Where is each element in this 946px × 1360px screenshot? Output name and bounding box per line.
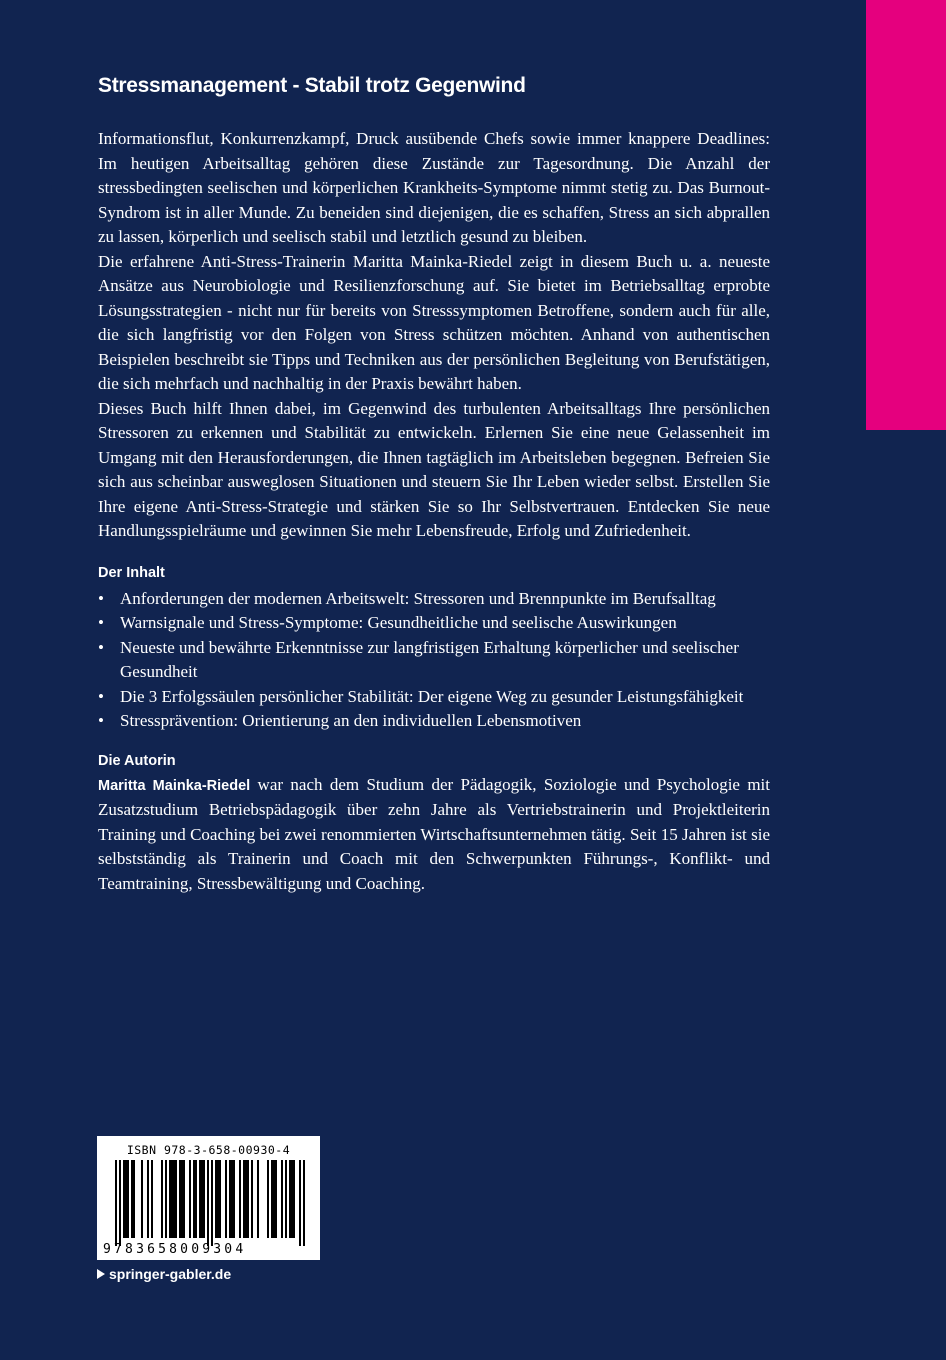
barcode-bar bbox=[199, 1160, 201, 1238]
barcode-bar bbox=[217, 1160, 219, 1238]
arrow-right-icon bbox=[97, 1269, 105, 1279]
barcode-bar bbox=[161, 1160, 163, 1238]
barcode-bar bbox=[125, 1160, 127, 1238]
barcode-bar bbox=[179, 1160, 181, 1238]
barcode-bar bbox=[247, 1160, 249, 1238]
isbn-number: ISBN 978-3-658-00930-4 bbox=[126, 1143, 291, 1157]
barcode-bar bbox=[207, 1160, 209, 1246]
list-item: • Anforderungen der modernen Arbeitswelt: Stressoren und Brennpunkte im Berufsalltag bbox=[98, 587, 770, 612]
magenta-accent-bar bbox=[866, 0, 946, 430]
barcode-bar bbox=[251, 1160, 253, 1238]
barcode-bar bbox=[215, 1160, 217, 1238]
barcode-bar bbox=[141, 1160, 143, 1238]
barcode-bar bbox=[115, 1160, 117, 1246]
list-item: • Stressprävention: Orientierung an den individuellen Lebensmotiven bbox=[98, 709, 770, 734]
barcode-bar bbox=[289, 1160, 291, 1238]
back-cover-content bbox=[98, 74, 770, 896]
book-title: Stressmanagement - Stabil trotz Gegenwind bbox=[98, 74, 526, 97]
inhalt-heading: Der Inhalt bbox=[98, 564, 165, 581]
barcode-bar bbox=[189, 1160, 191, 1238]
barcode-bar bbox=[201, 1160, 203, 1238]
barcode-bar bbox=[203, 1160, 205, 1238]
barcode-bar bbox=[211, 1160, 213, 1246]
barcode-bar bbox=[245, 1160, 247, 1238]
barcode-bar bbox=[281, 1160, 283, 1238]
isbn-barcode bbox=[97, 1136, 320, 1260]
publisher-website[interactable] bbox=[97, 1266, 231, 1282]
barcode-bar bbox=[151, 1160, 153, 1238]
barcode-bar bbox=[173, 1160, 175, 1238]
barcode-bar bbox=[285, 1160, 287, 1238]
barcode-bar bbox=[133, 1160, 135, 1238]
barcode-bar bbox=[219, 1160, 221, 1238]
inhalt-list bbox=[98, 587, 770, 734]
barcode-bar bbox=[233, 1160, 235, 1238]
barcode-bar bbox=[303, 1160, 305, 1246]
author-bio-text: war nach dem Studium der Pädagogik, Soziologie und Psychologie mit Zusatzstudium Betriebspädagogik über zehn Jahre als Vertriebstrainerin und Projektleiterin Training und Coaching bei zwei renommierten Wirtschaftsunternehmen tätig. Seit 15 Jahren ist sie selbstständig als Trainerin und Coach mit den Schwerpunkten Führungs-, Konflikt- und Teamtraining, Stressbewältigung und Coaching. bbox=[98, 774, 770, 893]
barcode-bar bbox=[123, 1160, 125, 1238]
blurb-paragraph-3: Dieses Buch hilft Ihnen dabei, im Gegenwind des turbulenten Arbeitsalltags Ihre persönlichen Stressoren zu erkennen und Stabilität zu entwickeln. Erlernen Sie eine neue Gelassenheit im Umgang mit den Herausforderungen, die Ihnen tagtäglich im Arbeitsleben begegnen. Befreien Sie sich aus scheinbar ausweglosen Situationen und steuern Sie Ihr Leben wieder selbst. Erstellen Sie Ihre eigene Anti-Stress-Strategie und stärken Sie so Ihr Selbstvertrauen. Entdecken Sie neue Handlungsspielräume und gewinnen Sie mehr Lebensfreude, Erfolg und Zufriedenheit. bbox=[98, 398, 770, 540]
barcode-bar bbox=[119, 1160, 121, 1246]
barcode-bar bbox=[275, 1160, 277, 1238]
barcode-bar bbox=[229, 1160, 231, 1238]
barcode-bar bbox=[175, 1160, 177, 1238]
barcode-bar bbox=[225, 1160, 227, 1238]
list-item: • Warnsignale und Stress-Symptome: Gesundheitliche und seelische Auswirkungen bbox=[98, 611, 770, 636]
barcode-bar bbox=[271, 1160, 273, 1238]
barcode-bar bbox=[231, 1160, 233, 1238]
blurb-paragraph-2: Die erfahrene Anti-Stress-Trainerin Maritta Mainka-Riedel zeigt in diesem Buch u. a. neueste Ansätze aus Neurobiologie und Resilienzforschung auf. Sie bietet im Betriebsalltag erprobte Lösungsstrategien - nicht nur für bereits von Stresssymptomen Betroffene, sondern auch für alle, die sich langfristig vor den Folgen von Stress schützen möchten. Anhand von authentischen Beispielen beschreibt sie Tipps und Techniken aus der persönlichen Begleitung von Berufstätigen, die sich mehrfach und nachhaltig in der Praxis bewährt haben. bbox=[98, 251, 770, 393]
barcode-bar bbox=[181, 1160, 183, 1238]
barcode-bar bbox=[257, 1160, 259, 1238]
autorin-heading: Die Autorin bbox=[98, 752, 176, 769]
barcode-bar bbox=[165, 1160, 167, 1238]
barcode-bar bbox=[147, 1160, 149, 1238]
website-label: springer-gabler.de bbox=[109, 1266, 232, 1282]
barcode-bar bbox=[169, 1160, 171, 1238]
list-item: • Die 3 Erfolgssäulen persönlicher Stabilität: Der eigene Weg zu gesunder Leistungsfähigkeit bbox=[98, 685, 770, 710]
barcode-bar bbox=[131, 1160, 133, 1238]
barcode-bar bbox=[243, 1160, 245, 1238]
author-name: Maritta Mainka-Riedel bbox=[98, 777, 251, 794]
list-item: • Neueste und bewährte Erkenntnisse zur langfristigen Erhaltung körperlicher und seelischer Gesundheit bbox=[98, 636, 770, 685]
blurb-paragraph-1: Informationsflut, Konkurrenzkampf, Druck ausübende Chefs sowie immer knappere Deadlines: Im heutigen Arbeitsalltag gehören diese Zustände zur Tagesordnung. Die Anzahl der stressbedingten seelischen und körperlichen Krankheits-Symptome nimmt stetig zu. Das Burnout-Syndrom ist in aller Munde. Zu beneiden sind diejenigen, die es schaffen, Stress an sich abprallen zu lassen, körperlich und seelisch stabil und letztlich gesund zu bleiben. bbox=[98, 129, 770, 246]
barcode-bar bbox=[267, 1160, 269, 1238]
barcode-bar bbox=[127, 1160, 129, 1238]
author-bio bbox=[98, 773, 770, 897]
barcode-bar bbox=[195, 1160, 197, 1238]
barcode-bar bbox=[273, 1160, 275, 1238]
barcode-bar bbox=[193, 1160, 195, 1238]
barcode-bar bbox=[299, 1160, 301, 1246]
barcode-bar bbox=[293, 1160, 295, 1238]
ean-number: 9783658009304 bbox=[103, 1242, 247, 1257]
barcode-bar bbox=[171, 1160, 173, 1238]
barcode-bar bbox=[239, 1160, 241, 1238]
barcode-bar bbox=[183, 1160, 185, 1238]
barcode-bar bbox=[291, 1160, 293, 1238]
